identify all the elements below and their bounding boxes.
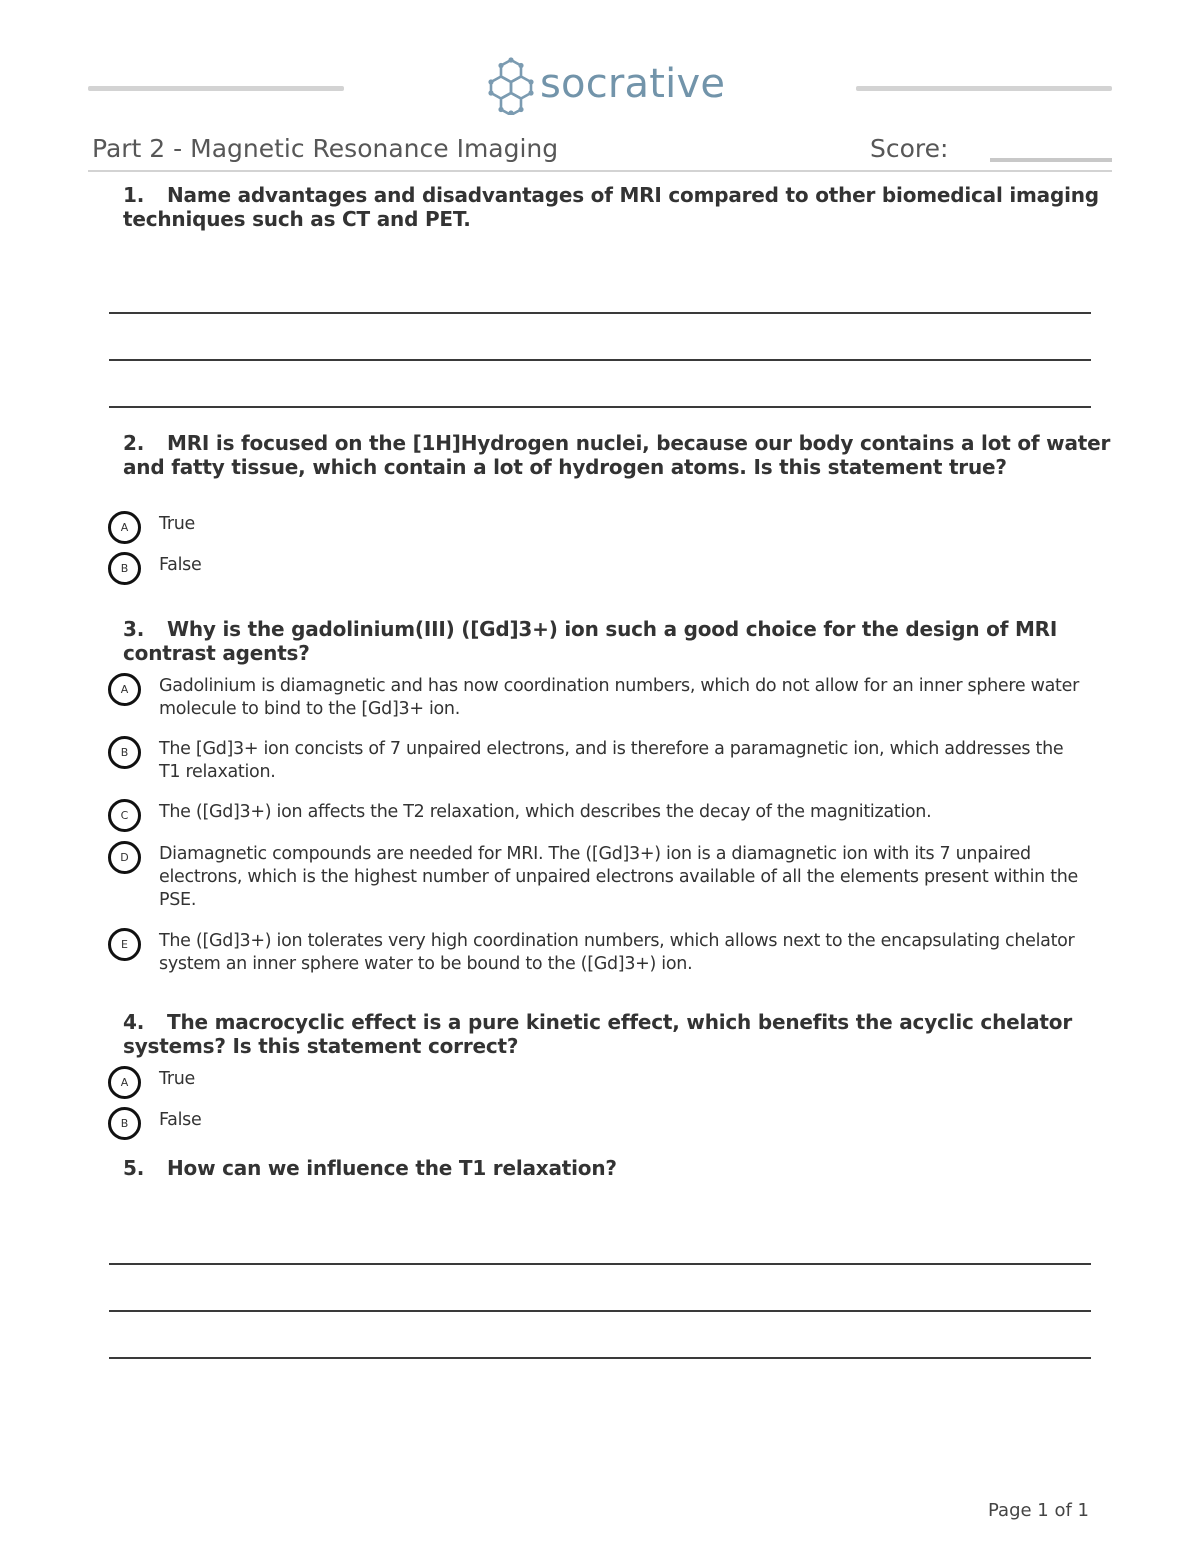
option-bubble-d[interactable]: D	[108, 841, 141, 874]
score-field-line	[990, 158, 1112, 162]
question-text: Name advantages and disadvantages of MRI compared to other biomedical imaging techniques such as CT and PET.	[123, 183, 1099, 231]
option-text: False	[159, 555, 202, 575]
option-bubble-a[interactable]: A	[108, 673, 141, 706]
option-bubble-b[interactable]: B	[108, 552, 141, 585]
option-text: The ([Gd]3+) ion tolerates very high coordination numbers, which allows next to the encapsulating chelator system an inner sphere water to be bound to the ([Gd]3+) ion.	[159, 931, 1075, 974]
question-3	[123, 617, 1123, 665]
option-bubble-e[interactable]: E	[108, 928, 141, 961]
option-bubble-a[interactable]: A	[108, 511, 141, 544]
title-divider	[88, 170, 1112, 172]
question-text: MRI is focused on the [1H]Hydrogen nuclei, because our body contains a lot of water and fatty tissue, which contain a lot of hydrogen atoms. Is this statement true?	[123, 431, 1111, 479]
header-rule-left	[88, 86, 344, 91]
question-4	[123, 1010, 1123, 1058]
question-text: How can we influence the T1 relaxation?	[167, 1156, 617, 1180]
question-number: 2.	[123, 431, 145, 455]
question-2	[123, 431, 1123, 479]
option-bubble-b[interactable]: B	[108, 1107, 141, 1140]
option-text: Diamagnetic compounds are needed for MRI. The ([Gd]3+) ion is a diamagnetic ion with its 7 unpaired electrons, which is the highest number of unpaired electrons available of all the elements present within the PSE.	[159, 844, 1079, 910]
header-rule-right	[856, 86, 1112, 91]
answer-line-1b[interactable]	[109, 359, 1091, 361]
answer-line-5b[interactable]	[109, 1310, 1091, 1312]
option-text: The ([Gd]3+) ion affects the T2 relaxation, which describes the decay of the magnitization.	[159, 802, 932, 822]
option-text: Gadolinium is diamagnetic and has now coordination numbers, which do not allow for an inner sphere water molecule to bind to the [Gd]3+ ion.	[159, 676, 1079, 719]
option-bubble-b[interactable]: B	[108, 736, 141, 769]
socrative-logo	[484, 56, 725, 116]
question-1	[123, 183, 1123, 231]
question-number: 5.	[123, 1156, 145, 1180]
question-text: Why is the gadolinium(III) ([Gd]3+) ion such a good choice for the design of MRI contrast agents?	[123, 617, 1058, 665]
logo-text: socrative	[540, 61, 726, 107]
answer-line-5c[interactable]	[109, 1357, 1091, 1359]
option-text: True	[159, 514, 195, 534]
answer-line-1c[interactable]	[109, 406, 1091, 408]
answer-line-1a[interactable]	[109, 312, 1091, 314]
page-number: Page 1 of 1	[988, 1500, 1089, 1521]
question-number: 3.	[123, 617, 145, 641]
answer-line-5a[interactable]	[109, 1263, 1091, 1265]
option-text: True	[159, 1069, 195, 1089]
honeycomb-logo-icon	[484, 57, 538, 115]
option-bubble-c[interactable]: C	[108, 799, 141, 832]
option-text: The [Gd]3+ ion concists of 7 unpaired electrons, and is therefore a paramagnetic ion, which addresses the T1 relaxation.	[159, 739, 1064, 782]
option-bubble-a[interactable]: A	[108, 1066, 141, 1099]
option-text: False	[159, 1110, 202, 1130]
score-label: Score:	[870, 134, 949, 163]
question-text: The macrocyclic effect is a pure kinetic effect, which benefits the acyclic chelator systems? Is this statement correct?	[123, 1010, 1072, 1058]
page-title: Part 2 - Magnetic Resonance Imaging	[92, 134, 559, 163]
question-number: 1.	[123, 183, 145, 207]
question-5	[123, 1156, 1123, 1180]
question-number: 4.	[123, 1010, 145, 1034]
